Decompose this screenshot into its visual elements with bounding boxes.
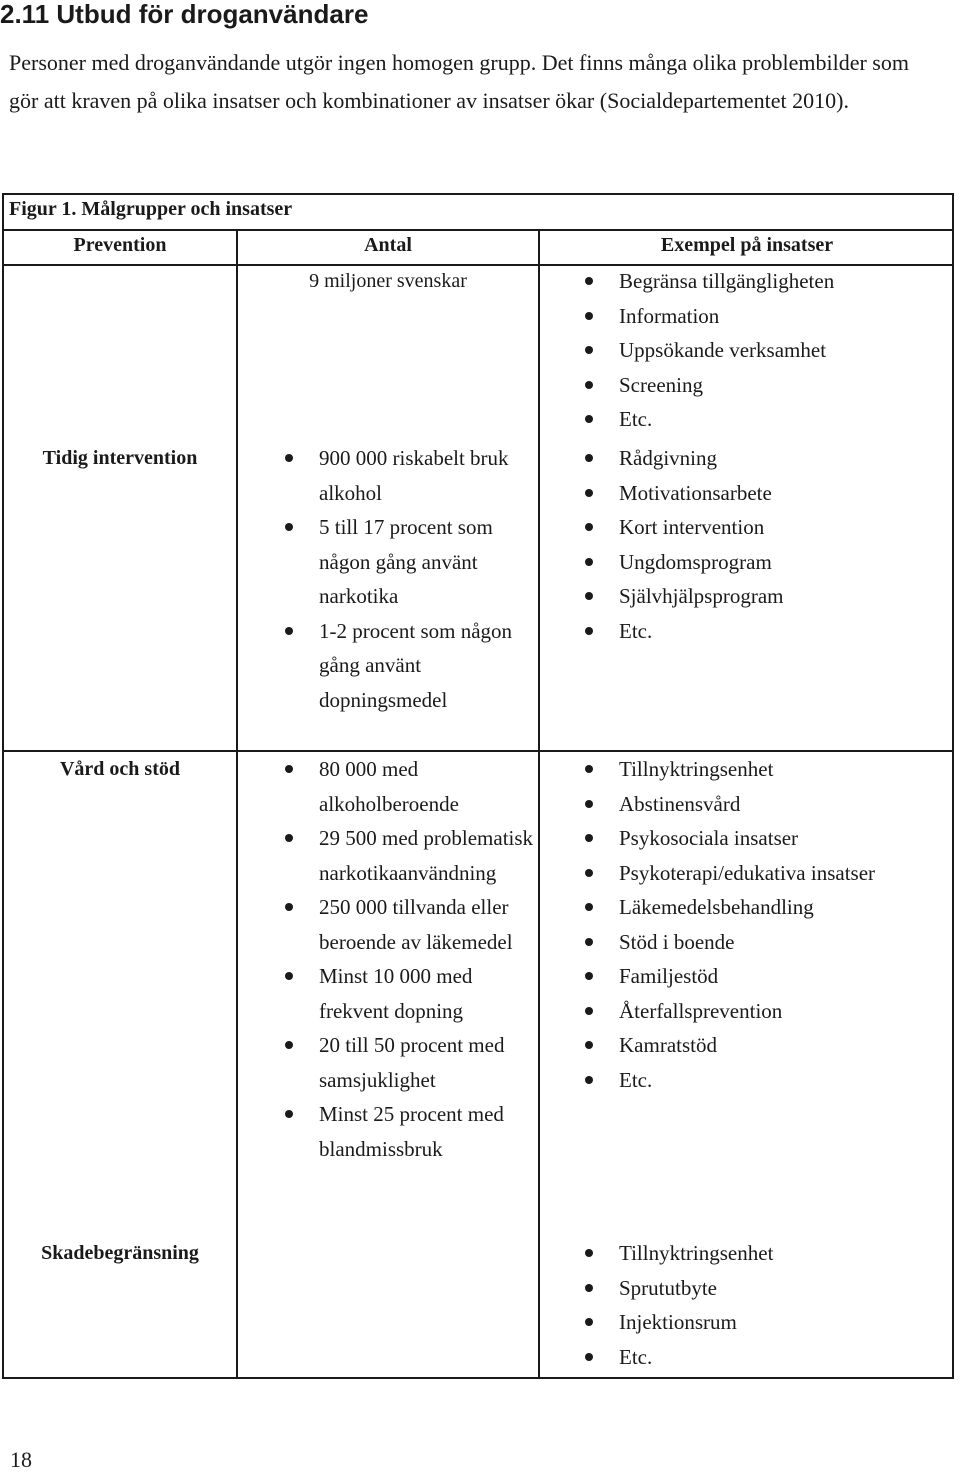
list-item: Kort intervention [585,510,929,545]
list-item: Tillnyktringsenhet [585,1236,929,1271]
list-item: Ungdomsprogram [585,545,929,580]
header-exempel: Exempel på insatser [660,234,834,256]
examples-list [585,264,929,437]
list-item: Etc. [585,1340,929,1375]
antal-text: 9 miljoner svenskar [309,270,467,292]
list-item: Etc. [585,402,929,437]
list-item: Motivationsarbete [585,476,929,511]
examples-list [585,752,929,1097]
list-item: Abstinensvård [585,787,929,822]
list-item: Återfallsprevention [585,994,929,1029]
list-item: Etc. [585,614,929,649]
list-item: Sprututbyte [585,1271,929,1306]
header-antal: Antal [364,234,412,256]
antal-list [285,752,535,1166]
list-item: Etc. [585,1063,929,1098]
list-item: 5 till 17 procent som någon gång använt narkotika [285,510,535,614]
intro-paragraph: Personer med droganvändande utgör ingen homogen grupp. Det finns många olika problembilder som gör att kraven på olika insatser och kombinationer av insatser ökar (Socialdepartementet 2010). [9,50,909,113]
examples-list [585,1236,929,1374]
list-item: Psykosociala insatser [585,821,929,856]
page-number: 18 [10,1447,32,1472]
list-item: 1-2 procent som någon gång använt dopningsmedel [285,614,535,718]
category-label: Skadebegränsning [41,1242,199,1264]
list-item: 250 000 tillvanda eller beroende av läkemedel [285,890,535,959]
list-item: Injektionsrum [585,1305,929,1340]
category-label: Tidig intervention [42,447,198,469]
list-item: 29 500 med problematisk narkotikaanvändning [285,821,535,890]
figure-title: Figur 1. Målgrupper och insatser [9,198,293,220]
list-item: 20 till 50 procent med samsjuklighet [285,1028,535,1097]
list-item: Minst 25 procent med blandmissbruk [285,1097,535,1166]
figure-title-divider [2,229,954,231]
category-label: Vård och stöd [59,758,180,780]
list-item: Familjestöd [585,959,929,994]
list-item: Kamratstöd [585,1028,929,1063]
list-item: Minst 10 000 med frekvent dopning [285,959,535,1028]
list-item: 900 000 riskabelt bruk alkohol [285,441,535,510]
header-prevention: Prevention [73,234,167,256]
examples-list [585,441,929,648]
list-item: Begränsa tillgängligheten [585,264,929,299]
column-divider [538,229,540,1379]
list-item: Information [585,299,929,334]
list-item: Självhjälpsprogram [585,579,929,614]
section-heading: 2.11 Utbud för droganvändare [0,0,369,29]
list-item: Läkemedelsbehandling [585,890,929,925]
list-item: Screening [585,368,929,403]
list-item: Psykoterapi/edukativa insatser [585,856,929,891]
list-item: Stöd i boende [585,925,929,960]
list-item: Uppsökande verksamhet [585,333,929,368]
list-item: Rådgivning [585,441,929,476]
antal-list [285,441,535,717]
column-divider [236,229,238,1379]
list-item: Tillnyktringsenhet [585,752,929,787]
list-item: 80 000 med alkoholberoende [285,752,535,821]
